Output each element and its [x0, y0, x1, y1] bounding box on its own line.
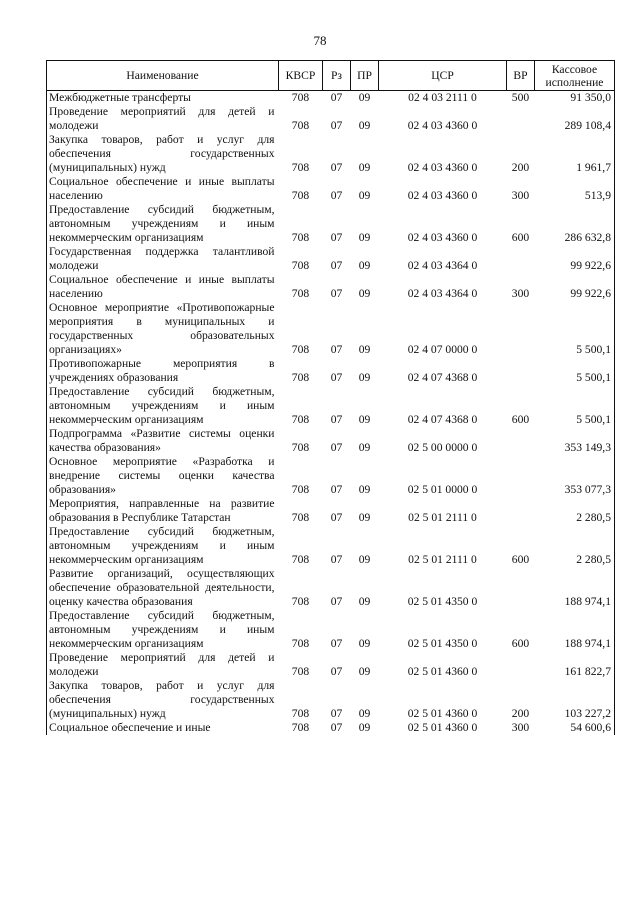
table-row: [47, 651, 615, 679]
cell-vr: [507, 455, 535, 497]
cell-vr: 300: [511, 189, 530, 202]
cell-kass: 91 350,0: [535, 91, 615, 106]
table-row: [47, 91, 615, 106]
cell-vr: [507, 567, 535, 609]
cell-vr: 600: [511, 413, 530, 426]
cell-kass: 188 974,1: [535, 609, 615, 651]
cell-rz: 07: [330, 441, 343, 454]
cell-kvsr: 708: [291, 721, 310, 734]
cell-pr: 09: [358, 259, 371, 272]
table-header: [47, 61, 615, 91]
cell-csr: 02 4 03 2111 0: [408, 91, 477, 104]
table-row: [47, 721, 615, 735]
table-row: [47, 105, 615, 133]
cell-rz: 07: [330, 161, 343, 174]
cell-kvsr: 708: [291, 511, 310, 524]
cell-vr: 200: [511, 161, 530, 174]
cell-name: Социальное обеспечение и иные выплаты населению: [47, 175, 279, 203]
cell-pr: 09: [358, 441, 371, 454]
table-row: [47, 175, 615, 203]
cell-name: Социальное обеспечение и иные: [47, 721, 279, 735]
cell-rz: 07: [330, 287, 343, 300]
cell-vr: [507, 245, 535, 273]
budget-table: [46, 60, 615, 735]
cell-name: Подпрограмма «Развитие системы оценки качества образования»: [47, 427, 279, 455]
cell-kass: 289 108,4: [535, 105, 615, 133]
cell-name: Основное мероприятие «Разработка и внедрение системы оценки качества образования»: [47, 455, 279, 497]
table-row: [47, 357, 615, 385]
table-row: [47, 525, 615, 567]
cell-pr: 09: [358, 665, 371, 678]
cell-pr: 09: [358, 511, 371, 524]
cell-vr: 200: [511, 707, 530, 720]
cell-name: Государственная поддержка талантливой молодежи: [47, 245, 279, 273]
cell-rz: 07: [330, 707, 343, 720]
cell-kass: 99 922,6: [535, 245, 615, 273]
cell-kass: 2 280,5: [535, 497, 615, 525]
cell-kass: 513,9: [535, 175, 615, 203]
cell-csr: 02 5 01 2111 0: [408, 553, 477, 566]
cell-csr: 02 4 07 0000 0: [407, 343, 478, 356]
cell-pr: 09: [358, 595, 371, 608]
cell-kass: 54 600,6: [535, 721, 615, 735]
cell-pr: 09: [358, 483, 371, 496]
cell-csr: 02 5 00 0000 0: [407, 441, 478, 454]
cell-kass: 188 974,1: [535, 567, 615, 609]
column-header-kvsr: КВСР: [279, 61, 323, 91]
cell-kass: 353 077,3: [535, 455, 615, 497]
cell-kvsr: 708: [291, 595, 310, 608]
cell-rz: 07: [330, 665, 343, 678]
cell-kvsr: 708: [291, 637, 310, 650]
table-row: [47, 609, 615, 651]
cell-vr: [507, 357, 535, 385]
cell-kass: 1 961,7: [535, 133, 615, 175]
cell-pr: 09: [358, 91, 371, 104]
cell-vr: 600: [511, 231, 530, 244]
cell-name: Основное мероприятие «Противопожарные мероприятия в муниципальных и государственных образовательных организациях»: [47, 301, 279, 357]
cell-rz: 07: [330, 259, 343, 272]
cell-csr: 02 5 01 0000 0: [407, 483, 478, 496]
cell-rz: 07: [330, 189, 343, 202]
cell-kvsr: 708: [291, 231, 310, 244]
cell-kass: 353 149,3: [535, 427, 615, 455]
column-header-vr: ВР: [507, 61, 535, 91]
cell-name: Социальное обеспечение и иные выплаты населению: [47, 273, 279, 301]
page-number: 78: [313, 33, 327, 48]
cell-csr: 02 5 01 2111 0: [408, 511, 477, 524]
cell-name: Развитие организаций, осуществляющих обеспечение образовательной деятельности, оценку качества образования: [47, 567, 279, 609]
cell-pr: 09: [358, 637, 371, 650]
cell-name: Проведение мероприятий для детей и молодежи: [47, 105, 279, 133]
cell-rz: 07: [330, 91, 343, 104]
cell-name: Предоставление субсидий бюджетным, автономным учреждениям и иным некоммерческим организациям: [47, 609, 279, 651]
cell-name: Предоставление субсидий бюджетным, автономным учреждениям и иным некоммерческим организациям: [47, 525, 279, 567]
cell-kass: 286 632,8: [535, 203, 615, 245]
table-body: [47, 91, 615, 736]
cell-kvsr: 708: [291, 413, 310, 426]
cell-pr: 09: [358, 707, 371, 720]
cell-kass: 2 280,5: [535, 525, 615, 567]
cell-csr: 02 5 01 4360 0: [407, 721, 478, 734]
table-row: [47, 203, 615, 245]
column-header-rz: Рз: [323, 61, 351, 91]
cell-csr: 02 5 01 4350 0: [407, 637, 478, 650]
cell-kvsr: 708: [291, 343, 310, 356]
cell-rz: 07: [330, 119, 343, 132]
cell-pr: 09: [358, 343, 371, 356]
cell-kvsr: 708: [291, 553, 310, 566]
cell-pr: 09: [358, 413, 371, 426]
cell-kass: 5 500,1: [535, 357, 615, 385]
cell-kvsr: 708: [291, 259, 310, 272]
cell-vr: 600: [511, 553, 530, 566]
cell-pr: 09: [358, 371, 371, 384]
cell-csr: 02 4 03 4360 0: [407, 161, 478, 174]
table-row: [47, 567, 615, 609]
column-header-kass: Кассовое исполнение: [535, 61, 615, 91]
cell-csr: 02 4 03 4360 0: [407, 231, 478, 244]
cell-kvsr: 708: [291, 483, 310, 496]
cell-kvsr: 708: [291, 665, 310, 678]
cell-rz: 07: [330, 721, 343, 734]
cell-rz: 07: [330, 413, 343, 426]
cell-pr: 09: [358, 189, 371, 202]
table-row: [47, 245, 615, 273]
cell-csr: 02 5 01 4360 0: [407, 707, 478, 720]
table-row: [47, 385, 615, 427]
cell-kass: 5 500,1: [535, 385, 615, 427]
cell-name: Межбюджетные трансферты: [47, 91, 279, 106]
cell-pr: 09: [358, 231, 371, 244]
column-header-name: Наименование: [47, 61, 279, 91]
cell-kvsr: 708: [291, 189, 310, 202]
cell-name: Предоставление субсидий бюджетным, автономным учреждениям и иным некоммерческим организациям: [47, 203, 279, 245]
cell-vr: [507, 105, 535, 133]
cell-csr: 02 5 01 4360 0: [407, 665, 478, 678]
cell-vr: 500: [511, 91, 530, 104]
cell-name: Предоставление субсидий бюджетным, автономным учреждениям и иным некоммерческим организациям: [47, 385, 279, 427]
table-row: [47, 427, 615, 455]
cell-csr: 02 4 03 4360 0: [407, 119, 478, 132]
cell-kvsr: 708: [291, 371, 310, 384]
cell-rz: 07: [330, 511, 343, 524]
cell-csr: 02 4 03 4360 0: [407, 189, 478, 202]
cell-vr: 300: [511, 721, 530, 734]
cell-rz: 07: [330, 595, 343, 608]
cell-csr: 02 4 03 4364 0: [407, 287, 478, 300]
cell-kass: 5 500,1: [535, 301, 615, 357]
cell-kvsr: 708: [291, 119, 310, 132]
cell-rz: 07: [330, 343, 343, 356]
cell-vr: [507, 497, 535, 525]
table-row: [47, 301, 615, 357]
cell-vr: 300: [511, 287, 530, 300]
cell-rz: 07: [330, 231, 343, 244]
cell-kass: 99 922,6: [535, 273, 615, 301]
table-row: [47, 273, 615, 301]
cell-kvsr: 708: [291, 441, 310, 454]
cell-rz: 07: [330, 637, 343, 650]
cell-vr: 600: [511, 637, 530, 650]
cell-rz: 07: [330, 483, 343, 496]
table-row: [47, 133, 615, 175]
cell-name: Закупка товаров, работ и услуг для обеспечения государственных (муниципальных) нужд: [47, 133, 279, 175]
table-row: [47, 497, 615, 525]
cell-kvsr: 708: [291, 161, 310, 174]
column-header-pr: ПР: [351, 61, 379, 91]
cell-name: Проведение мероприятий для детей и молодежи: [47, 651, 279, 679]
cell-pr: 09: [358, 161, 371, 174]
table-row: [47, 455, 615, 497]
cell-rz: 07: [330, 371, 343, 384]
cell-csr: 02 4 07 4368 0: [407, 371, 478, 384]
cell-vr: [507, 651, 535, 679]
cell-kvsr: 708: [291, 287, 310, 300]
cell-name: Противопожарные мероприятия в учреждениях образования: [47, 357, 279, 385]
cell-csr: 02 4 03 4364 0: [407, 259, 478, 272]
cell-pr: 09: [358, 119, 371, 132]
cell-kvsr: 708: [291, 707, 310, 720]
cell-pr: 09: [358, 721, 371, 734]
cell-name: Мероприятия, направленные на развитие образования в Республике Татарстан: [47, 497, 279, 525]
column-header-csr: ЦСР: [379, 61, 507, 91]
table-row: [47, 679, 615, 721]
cell-kvsr: 708: [291, 91, 310, 104]
cell-kass: 161 822,7: [535, 651, 615, 679]
cell-rz: 07: [330, 553, 343, 566]
cell-vr: [507, 427, 535, 455]
cell-pr: 09: [358, 287, 371, 300]
cell-csr: 02 5 01 4350 0: [407, 595, 478, 608]
cell-csr: 02 4 07 4368 0: [407, 413, 478, 426]
cell-pr: 09: [358, 553, 371, 566]
cell-name: Закупка товаров, работ и услуг для обеспечения государственных (муниципальных) нужд: [47, 679, 279, 721]
cell-vr: [507, 301, 535, 357]
cell-kass: 103 227,2: [535, 679, 615, 721]
